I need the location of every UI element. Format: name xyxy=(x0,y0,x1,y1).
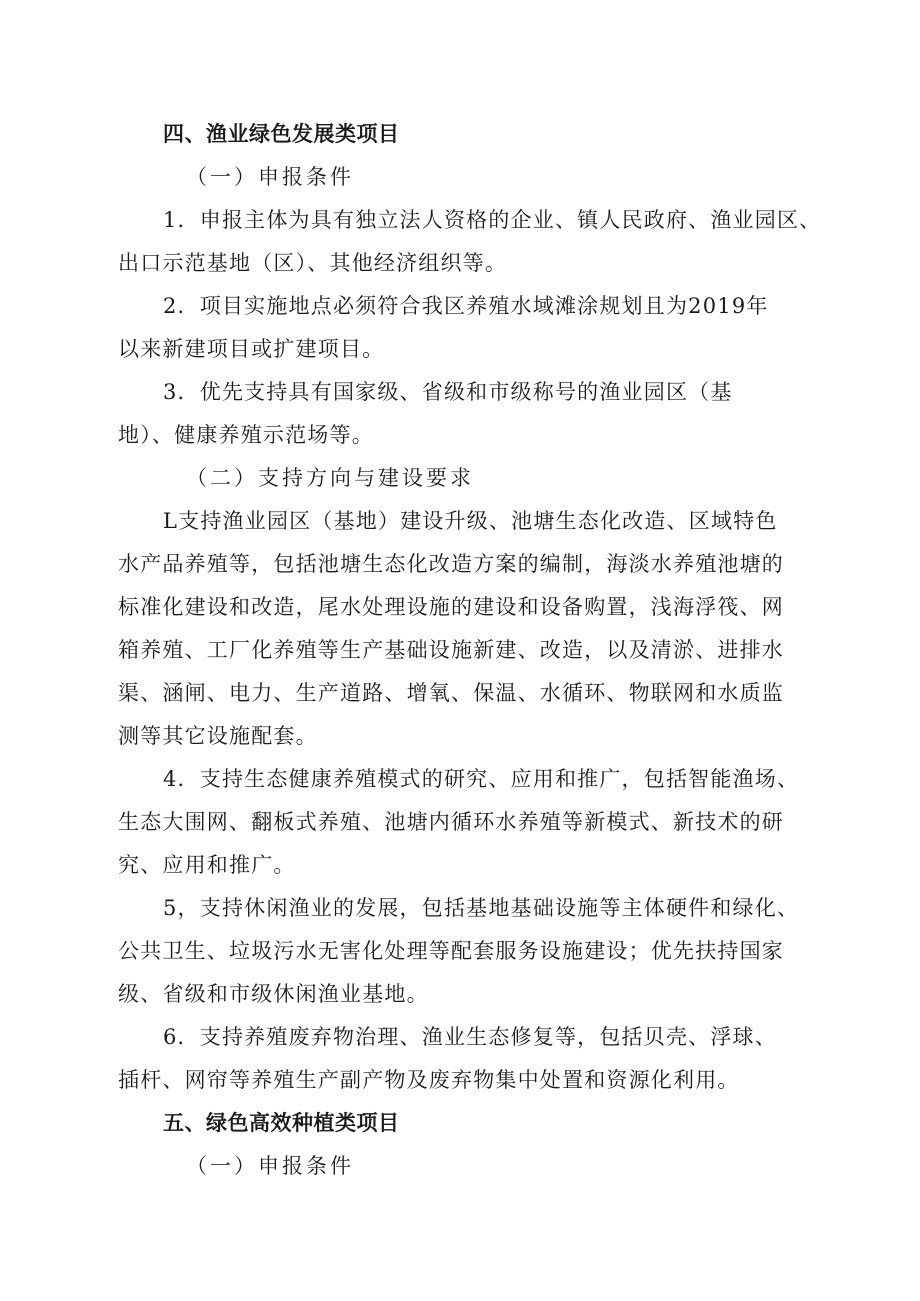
paragraph-line: 出口示范基地（区）、其他经济组织等。 xyxy=(118,251,508,275)
paragraph-line: 6．支持养殖废弃物治理、渔业生态修复等，包括贝壳、浮球、 xyxy=(163,1025,777,1049)
paragraph-line: 地）、健康养殖示范场等。 xyxy=(118,423,374,447)
section-heading-5: 五、绿色高效种植类项目 xyxy=(163,1111,400,1135)
paragraph-line: 3．优先支持具有国家级、省级和市级称号的渔业园区（基 xyxy=(163,380,733,404)
paragraph-line: 标准化建设和改造，尾水处理设施的建设和设备购置，浅海浮筏、网 xyxy=(118,595,784,619)
paragraph-line: 箱养殖、工厂化养殖等生产基础设施新建、改造，以及清淤、进排水 xyxy=(118,638,784,662)
paragraph-line: 究、应用和推广。 xyxy=(118,853,296,877)
subsection-heading: （二）支持方向与建设要求 xyxy=(186,466,474,490)
section-heading-4: 四、渔业绿色发展类项目 xyxy=(163,122,400,146)
subsection-heading: （一）申报条件 xyxy=(186,165,354,189)
paragraph-line: 2．项目实施地点必须符合我区养殖水域滩涂规划且为2019年 xyxy=(163,294,769,318)
paragraph-line: 水产品养殖等，包括池塘生态化改造方案的编制，海淡水养殖池塘的 xyxy=(118,552,784,576)
paragraph-line: 4．支持生态健康养殖模式的研究、应用和推广，包括智能渔场、 xyxy=(163,767,800,791)
paragraph-line: 级、省级和市级休闲渔业基地。 xyxy=(118,982,429,1006)
paragraph-line: 插杆、网帘等养殖生产副产物及废弃物集中处置和资源化利用。 xyxy=(118,1068,740,1092)
paragraph-line: 生态大围网、翻板式养殖、池塘内循环水养殖等新模式、新技术的研 xyxy=(118,810,784,834)
subsection-heading: （一）申报条件 xyxy=(186,1154,354,1178)
paragraph-line: 1．申报主体为具有独立法人资格的企业、镇人民政府、渔业园区、 xyxy=(163,208,822,232)
paragraph-line: 公共卫生、垃圾污水无害化处理等配套服务设施建设；优先扶持国家 xyxy=(118,939,784,963)
paragraph-line: 渠、涵闸、电力、生产道路、增氧、保温、水循环、物联网和水质监 xyxy=(118,681,784,705)
paragraph-line: 5，支持休闲渔业的发展，包括基地基础设施等主体硬件和绿化、 xyxy=(163,896,800,920)
paragraph-line: L支持渔业园区（基地）建设升级、池塘生态化改造、区域特色 xyxy=(163,509,778,533)
paragraph-line: 以来新建项目或扩建项目。 xyxy=(118,337,385,361)
paragraph-line: 测等其它设施配套。 xyxy=(118,724,318,748)
